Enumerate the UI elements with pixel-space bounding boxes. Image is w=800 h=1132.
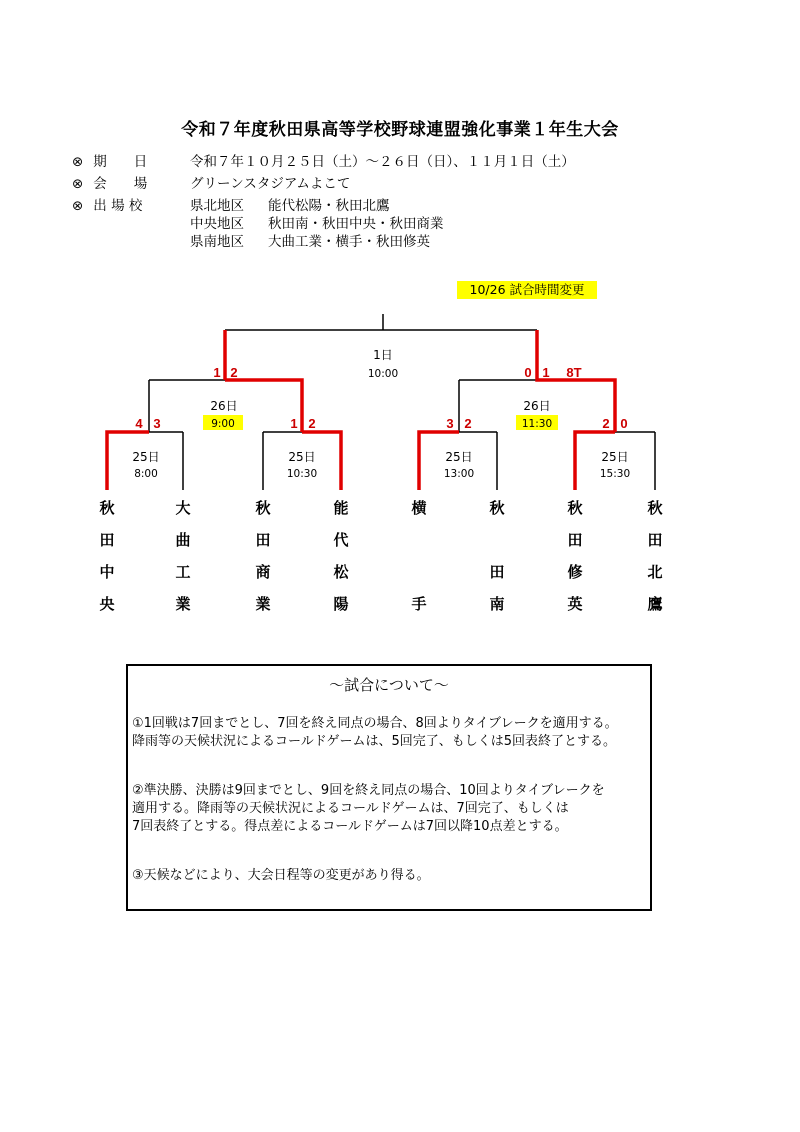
- dates-label: 期 日: [93, 154, 148, 170]
- page-title: 令和７年度秋田県高等学校野球連盟強化事業１年生大会: [181, 120, 619, 140]
- qf3-score-a: 3: [446, 416, 454, 431]
- team-noshiro-shoyo: [329, 497, 353, 625]
- team-char: 業: [175, 595, 191, 613]
- rule-line: 7回表終了とする。得点差によるコールドゲームは7回以降10点差とする。: [132, 819, 568, 834]
- venue-label: 会 場: [93, 176, 148, 192]
- region-name: 県北地区: [190, 198, 244, 214]
- team-akita-minami: [485, 497, 509, 625]
- team-char: 北: [647, 563, 663, 581]
- team-char: 横: [411, 499, 427, 517]
- region-schools: 能代松陽・秋田北鷹: [268, 198, 390, 214]
- rule-line: ②準決勝、決勝は9回までとし、9回を終え同点の場合、10回よりタイブレークを: [132, 783, 605, 798]
- team-char: 業: [255, 595, 271, 613]
- qf2-day: 25日: [288, 450, 316, 464]
- qf1-day: 25日: [132, 450, 160, 464]
- team-char: 田: [567, 531, 583, 549]
- team-char: 秋: [489, 499, 505, 517]
- team-char: 修: [567, 563, 583, 581]
- team-akita-shuei: [563, 497, 587, 625]
- team-char: 秋: [647, 499, 663, 517]
- team-yokote: [407, 497, 431, 625]
- qf1-time: 8:00: [134, 468, 158, 480]
- qf3-day: 25日: [445, 450, 473, 464]
- team-char: 手: [411, 595, 427, 613]
- bullet-icon: ⊗: [72, 154, 84, 170]
- team-omagari-kogyo: [171, 497, 195, 625]
- rules-heading: ～試合について～: [329, 676, 449, 694]
- team-char: 曲: [175, 531, 191, 549]
- team-akita-chuo: [95, 497, 119, 625]
- qf4-score-a: 2: [602, 416, 610, 431]
- semi-right-score-b: 1: [542, 365, 550, 380]
- team-char: 田: [489, 563, 505, 581]
- team-char: 南: [489, 595, 505, 613]
- team-akita-hokuyo: [643, 497, 667, 625]
- venue-value: グリーンスタジアムよこて: [190, 176, 351, 192]
- semi-left-score-a: 1: [213, 365, 221, 380]
- team-char: 秋: [567, 499, 583, 517]
- qf3-time: 13:00: [443, 468, 475, 480]
- final-time: 10:00: [367, 368, 399, 380]
- team-char: 秋: [255, 499, 271, 517]
- team-char: 田: [255, 531, 271, 549]
- region-schools: 秋田南・秋田中央・秋田商業: [268, 216, 444, 232]
- region-name: 中央地区: [190, 216, 244, 232]
- team-char: 商: [255, 563, 271, 581]
- qf2-time: 10:30: [286, 468, 318, 480]
- rule-line: ①1回戦は7回までとし、7回を終え同点の場合、8回よりタイブレークを適用する。: [132, 716, 618, 731]
- bullet-icon: ⊗: [72, 176, 84, 192]
- schools-label: 出 場 校: [93, 198, 143, 214]
- semi-right-score-a: 0: [524, 365, 532, 380]
- rule-line: ③天候などにより、大会日程等の変更があり得る。: [132, 868, 430, 883]
- team-char: 田: [647, 531, 663, 549]
- semi-right-tiebreak-note: 8T: [566, 365, 582, 380]
- semi-left-day: 26日: [210, 399, 238, 413]
- qf1-score-b: 3: [153, 416, 161, 431]
- team-char: [407, 561, 431, 593]
- team-char: 田: [99, 531, 115, 549]
- rule-line: 適用する。降雨等の天候状況によるコールドゲームは、7回完了、もしくは: [132, 801, 569, 816]
- dates-value: 令和７年１０月２５日（土）～２６日（日）、１１月１日（土）: [190, 154, 575, 170]
- semi-right-day: 26日: [523, 399, 551, 413]
- semi-left-score-b: 2: [230, 365, 238, 380]
- team-akita-shogyo: [251, 497, 275, 625]
- team-char: [407, 529, 431, 561]
- team-char: 大: [175, 499, 191, 517]
- team-char: 秋: [99, 499, 115, 517]
- schedule-change-notice: 10/26 試合時間変更: [457, 281, 597, 299]
- semi-right-time: 11:30: [521, 418, 553, 430]
- qf3-score-b: 2: [464, 416, 472, 431]
- qf2-score-b: 2: [308, 416, 316, 431]
- team-char: 鷹: [647, 595, 663, 613]
- qf4-time: 15:30: [599, 468, 631, 480]
- bullet-icon: ⊗: [72, 198, 84, 214]
- rule-line: 降雨等の天候状況によるコールドゲームは、5回完了、もしくは5回表終了とする。: [132, 734, 617, 749]
- team-char: [485, 529, 509, 561]
- semi-left-time: 9:00: [211, 418, 235, 430]
- team-char: 代: [333, 531, 349, 549]
- team-char: 工: [175, 563, 191, 581]
- team-char: 能: [333, 499, 349, 517]
- final-day: 1日: [373, 348, 393, 362]
- qf1-score-a: 4: [135, 416, 143, 431]
- region-name: 県南地区: [190, 234, 244, 250]
- team-char: 英: [567, 595, 583, 613]
- team-char: 央: [99, 595, 115, 613]
- region-schools: 大曲工業・横手・秋田修英: [268, 234, 430, 250]
- team-char: 中: [99, 563, 115, 581]
- rules-box: [126, 664, 652, 911]
- qf4-score-b: 0: [620, 416, 628, 431]
- qf4-day: 25日: [601, 450, 629, 464]
- qf2-score-a: 1: [290, 416, 298, 431]
- team-char: 松: [333, 563, 349, 581]
- team-char: 陽: [333, 595, 349, 613]
